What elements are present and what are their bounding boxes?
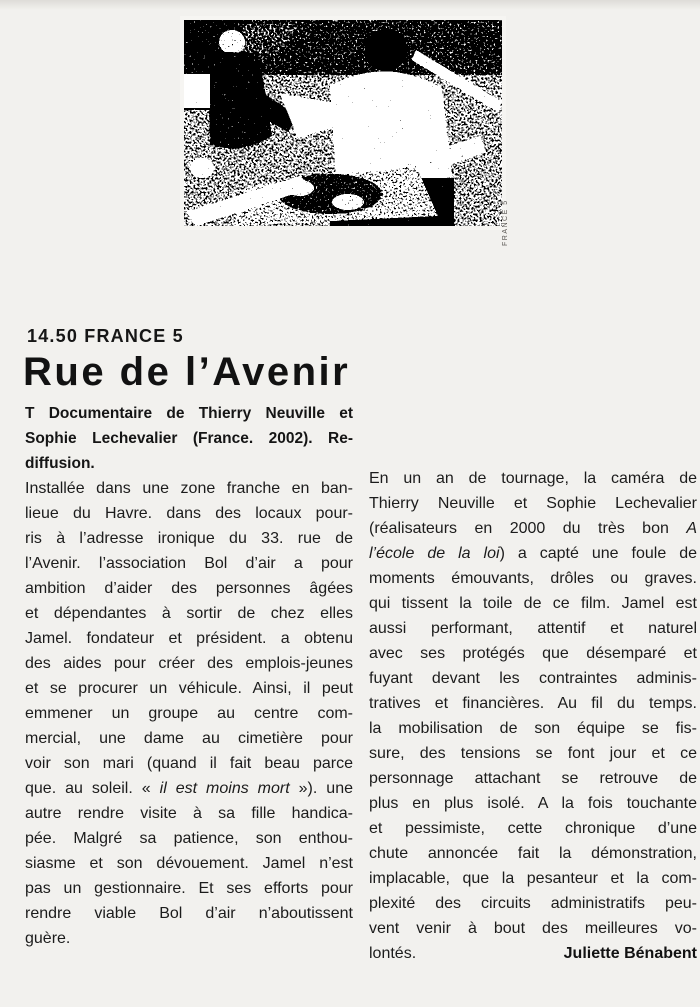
text-line <box>25 576 353 601</box>
text-segment: rendre viable Bol d’air n’aboutissent <box>25 905 353 922</box>
left-column <box>25 401 353 951</box>
text-segment: sure, des tensions se font jour et ce <box>369 745 697 762</box>
text-segment: Thierry Neuville et Sophie Lechevalier <box>369 495 697 512</box>
text-line <box>369 491 697 516</box>
text-line <box>369 666 697 691</box>
text-segment: que. au soleil. « <box>25 780 160 797</box>
text-line <box>25 726 353 751</box>
italic-text-segment: il est moins mort <box>159 780 290 797</box>
text-segment: voir son mari (quand il fait beau parce <box>25 755 353 772</box>
text-line <box>25 876 353 901</box>
text-line <box>25 451 353 476</box>
text-segment: implacable, que la pesanteur et la com- <box>369 870 697 887</box>
text-segment: plexité des circuits administratifs peu- <box>369 895 697 912</box>
text-segment: En un an de tournage, la caméra de <box>369 470 697 487</box>
text-segment: autre rendre visite à sa fille handica- <box>25 805 353 822</box>
text-segment: plus en plus isolé. A la fois touchante <box>369 795 697 812</box>
text-line <box>369 791 697 816</box>
text-segment: moments émouvants, drôles ou graves. <box>369 570 697 587</box>
text-segment: fuyant devant les contraintes adminis- <box>369 670 697 687</box>
text-segment: avec ses protégés que désemparé et <box>369 645 697 662</box>
text-line <box>25 801 353 826</box>
halftone-photo-image <box>180 16 506 230</box>
text-segment: et dépendantes à sortir de chez elles <box>25 605 353 622</box>
text-line <box>369 891 697 916</box>
text-line <box>25 401 353 426</box>
text-segment: des aides pour créer des emplois-jeunes <box>25 655 353 672</box>
text-line <box>369 541 697 566</box>
text-segment: siasme et son dévouement. Jamel n’est <box>25 855 353 872</box>
text-line <box>25 701 353 726</box>
text-segment: qui tissent la toile de ce film. Jamel est <box>369 595 697 612</box>
text-line <box>369 691 697 716</box>
left-column-body <box>25 476 353 951</box>
text-line <box>25 426 353 451</box>
text-line <box>25 551 353 576</box>
text-segment: »). une <box>289 780 353 797</box>
text-segment: guère. <box>25 930 71 947</box>
text-segment: mercial, une dame au cimetière pour <box>25 730 353 747</box>
text-segment: Sophie Lechevalier (France. 2002). Re- <box>25 430 353 447</box>
italic-text-segment: A <box>686 520 697 537</box>
text-line <box>25 501 353 526</box>
text-segment: personnage attachant se retrouve de <box>369 770 697 787</box>
text-line <box>25 651 353 676</box>
scan-edge-shadow <box>0 0 700 10</box>
article-photo <box>180 16 509 246</box>
closing-text: lontés. <box>369 945 417 962</box>
text-segment: Jamel. fondateur et président. a obtenu <box>25 630 353 647</box>
text-line <box>369 766 697 791</box>
text-line <box>25 826 353 851</box>
text-line <box>369 591 697 616</box>
text-segment: T Documentaire de Thierry Neuville et <box>25 405 353 422</box>
text-segment: aussi performant, attentif et naturel <box>369 620 697 637</box>
program-subtitle <box>25 401 353 476</box>
text-segment: la mobilisation de son équipe se fis- <box>369 720 697 737</box>
text-segment: vent venir à bout des meilleures vo- <box>369 920 697 937</box>
text-line <box>25 601 353 626</box>
text-segment: pée. Malgré sa patience, son enthou- <box>25 830 353 847</box>
right-column-body <box>369 466 697 941</box>
text-line <box>25 626 353 651</box>
text-line <box>25 926 353 951</box>
text-line <box>25 526 353 551</box>
text-line <box>369 641 697 666</box>
text-line <box>369 466 697 491</box>
text-segment: chute annoncée fait la démonstration, <box>369 845 697 862</box>
text-line <box>369 866 697 891</box>
text-segment: pas un gestionnaire. Et ses efforts pour <box>25 880 353 897</box>
text-segment: ) a capté une foule de <box>499 545 698 562</box>
text-line <box>369 716 697 741</box>
text-line <box>25 851 353 876</box>
text-segment: ris à l’adresse ironique du 33. rue de <box>25 530 353 547</box>
closing-line <box>369 941 697 966</box>
text-line <box>369 741 697 766</box>
text-line <box>369 916 697 941</box>
text-line <box>369 566 697 591</box>
text-line <box>369 816 697 841</box>
text-segment: diffusion. <box>25 455 95 472</box>
text-segment: l’Avenir. l’association Bol d’air a pour <box>25 555 353 572</box>
text-line <box>25 901 353 926</box>
text-segment: et pessimiste, cette chronique d’une <box>369 820 697 837</box>
text-segment: et se procurer un véhicule. Ainsi, il peut <box>25 680 353 697</box>
byline: Juliette Bénabent <box>563 945 697 962</box>
text-line <box>369 516 697 541</box>
text-segment: tratives et financières. Au fil du temps. <box>369 695 697 712</box>
time-channel: 14.50 FRANCE 5 <box>27 326 184 346</box>
text-line <box>369 841 697 866</box>
text-line <box>25 751 353 776</box>
text-segment: ambition d’aider des personnes âgées <box>25 580 353 597</box>
text-segment: Installée dans une zone franche en ban- <box>25 480 353 497</box>
text-line <box>369 616 697 641</box>
photo-credit: FRANCE 5 <box>502 199 509 246</box>
text-segment: (réalisateurs en 2000 du très bon <box>369 520 687 537</box>
right-column <box>369 466 697 966</box>
italic-text-segment: l’école de la loi <box>369 545 500 562</box>
program-title: Rue de l’Avenir <box>23 350 351 394</box>
text-line <box>25 776 353 801</box>
text-segment: lieue du Havre. dans des locaux pour- <box>25 505 353 522</box>
text-line <box>25 676 353 701</box>
text-line <box>25 476 353 501</box>
text-segment: emmener un groupe au centre com- <box>25 705 353 722</box>
